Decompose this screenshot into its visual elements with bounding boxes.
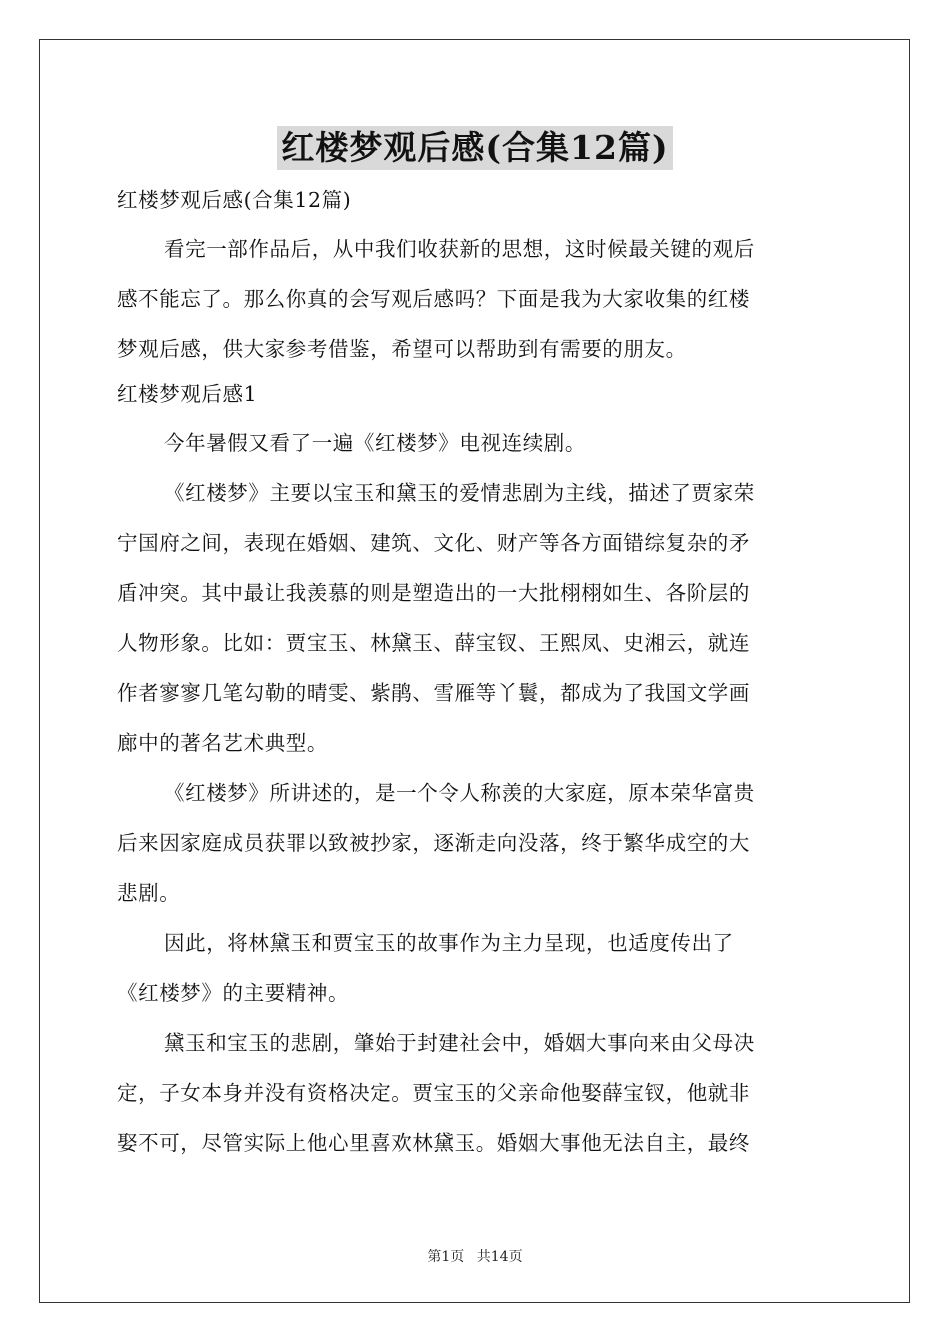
paragraph-line: 《红楼梦》的主要精神。 [117, 981, 350, 1005]
document-title: 红楼梦观后感(合集12篇) [277, 126, 672, 170]
section-heading: 红楼梦观后感1 [117, 382, 258, 406]
title-wrap [0, 126, 950, 170]
paragraph-line: 定，子女本身并没有资格决定。贾宝玉的父亲命他娶薛宝钗，他就非 [117, 1081, 750, 1105]
paragraph-line: 悲剧。 [117, 881, 181, 905]
intro-line: 梦观后感，供大家参考借鉴，希望可以帮助到有需要的朋友。 [117, 337, 687, 361]
paragraph-line: 盾冲突。其中最让我羡慕的则是塑造出的一大批栩栩如生、各阶层的 [117, 581, 750, 605]
paragraph-line: 宁国府之间，表现在婚姻、建筑、文化、财产等各方面错综复杂的矛 [117, 531, 750, 555]
paragraph-line: 因此，将林黛玉和贾宝玉的故事作为主力呈现，也适度传出了 [164, 931, 734, 955]
page-number: 第1页 [427, 1249, 465, 1265]
paragraph-line: 廊中的著名艺术典型。 [117, 731, 328, 755]
paragraph-line: 后来因家庭成员获罪以致被抄家，逐渐走向没落，终于繁华成空的大 [117, 831, 750, 855]
paragraph-line: 今年暑假又看了一遍《红楼梦》电视连续剧。 [164, 431, 586, 455]
intro-line: 感不能忘了。那么你真的会写观后感吗？下面是我为大家收集的红楼 [117, 287, 750, 311]
document-body [117, 180, 833, 1168]
paragraph-line: 娶不可，尽管实际上他心里喜欢林黛玉。婚姻大事他无法自主，最终 [117, 1131, 750, 1155]
paragraph-line: 作者寥寥几笔勾勒的晴雯、紫鹃、雪雁等丫鬟，都成为了我国文学画 [117, 681, 750, 705]
paragraph-line: 《红楼梦》所讲述的，是一个令人称羡的大家庭，原本荣华富贵 [164, 781, 755, 805]
intro-line: 看完一部作品后，从中我们收获新的思想，这时候最关键的观后 [164, 237, 755, 261]
paragraph-line: 《红楼梦》主要以宝玉和黛玉的爱情悲剧为主线，描述了贾家荣 [164, 481, 755, 505]
subtitle: 红楼梦观后感(合集12篇) [117, 188, 352, 212]
page-footer [0, 1246, 950, 1266]
page-total: 共14页 [476, 1249, 523, 1265]
paragraph-line: 人物形象。比如：贾宝玉、林黛玉、薛宝钗、王熙凤、史湘云，就连 [117, 631, 750, 655]
paragraph-line: 黛玉和宝玉的悲剧，肇始于封建社会中，婚姻大事向来由父母决 [164, 1031, 755, 1055]
